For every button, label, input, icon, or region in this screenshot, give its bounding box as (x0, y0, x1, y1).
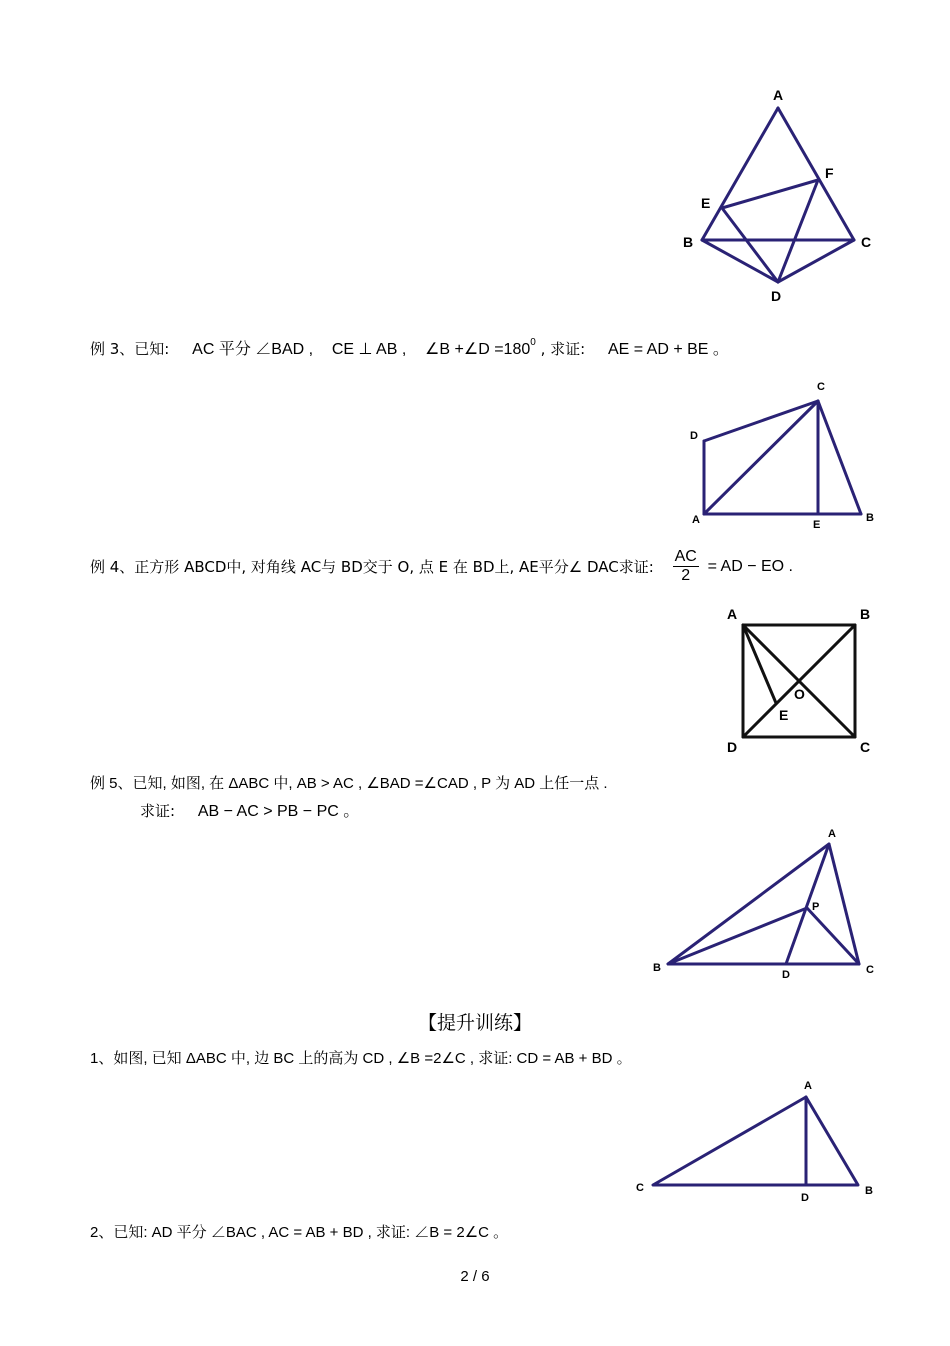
fraction-numerator: AC (674, 548, 697, 565)
label-f: F (825, 165, 834, 181)
label-b: B (683, 234, 694, 250)
label-a: A (828, 828, 836, 840)
ex3-given-2: CE ⊥ AB , (331, 341, 407, 358)
label-e: E (779, 707, 789, 723)
diagonal-ac (704, 401, 818, 514)
label-c: C (866, 964, 874, 976)
degree-mark: 0 (530, 337, 536, 348)
label-o: O (794, 686, 805, 702)
edge-ab (702, 108, 778, 240)
label-d: D (771, 288, 782, 304)
figure-quadrilateral-abcd (680, 375, 890, 535)
p1-text: 1、如图, 已知 ΔABC 中, 边 BC 上的高为 CD , ∠B =2∠C , 求证: CD = AB + BD 。 (90, 1050, 632, 1067)
label-c: C (817, 381, 825, 393)
segment-pb (668, 908, 807, 964)
label-b: B (865, 1185, 873, 1197)
edge-bc (818, 401, 861, 514)
problem-1 (90, 1047, 632, 1068)
label-d: D (801, 1192, 809, 1204)
label-a: A (727, 606, 738, 622)
ex5-prove: AB − AC > PB − PC 。 (197, 803, 360, 820)
segment-ae (743, 625, 776, 703)
example-3 (90, 336, 729, 359)
segment-ad (786, 844, 829, 964)
label-c: C (860, 739, 871, 755)
section-title: 【提升训练】 (417, 1012, 532, 1034)
label-d: D (690, 430, 698, 442)
edge-bd (702, 240, 778, 282)
figure-kite-abcd (670, 80, 890, 310)
ex5-line-1: 例 5、已知, 如图, 在 ΔABC 中, AB > AC , ∠BAD =∠CAD , P 为 AD 上任一点 . (90, 775, 608, 792)
edge-ac (778, 108, 854, 240)
ex4-rest: = AD − EO . (707, 557, 793, 575)
label-b: B (860, 606, 871, 622)
ex4-prefix: 例 4、正方形 ABCD中, 对角线 AC与 BD交于 O, 点 E 在 BD上, AE平分∠ DAC求证: (90, 558, 654, 576)
example-4 (90, 548, 793, 585)
edge-cd (704, 401, 818, 441)
segment-ed (722, 208, 778, 282)
ex3-prove: AE = AD + BE 。 (607, 341, 729, 358)
figure-square-abcd (715, 600, 895, 760)
label-a: A (804, 1080, 812, 1092)
ex5-prove-label: 求证: (140, 802, 176, 820)
problem-2 (90, 1221, 508, 1242)
figure-triangle-abc-altitude (625, 1075, 890, 1210)
label-e: E (813, 519, 821, 531)
p2-text: 2、已知: AD 平分 ∠BAC , AC = AB + BD , 求证: ∠B = 2∠C 。 (90, 1224, 509, 1241)
ex3-given-3: ∠B +∠D =180 (425, 341, 531, 358)
fraction-ac-over-2 (673, 548, 699, 585)
ex3-given-1: AC 平分 ∠BAD , (192, 341, 314, 358)
label-p: P (812, 901, 820, 913)
ex3-prove-label: , 求证: (540, 340, 586, 358)
triangle-abc (653, 1097, 858, 1185)
label-c: C (861, 234, 872, 250)
figure-triangle-abc-p (640, 820, 890, 985)
example-5-line-2 (140, 798, 359, 821)
label-c: C (636, 1182, 644, 1194)
ex3-prefix: 例 3、已知: (90, 340, 170, 358)
fraction-denominator: 2 (681, 567, 691, 584)
label-b: B (866, 512, 874, 524)
page-number: 2 / 6 (460, 1268, 490, 1285)
label-b: B (653, 962, 661, 974)
label-d: D (727, 739, 738, 755)
label-a: A (773, 87, 784, 103)
segment-fd (778, 180, 818, 282)
label-e: E (701, 195, 711, 211)
segment-ef (722, 180, 818, 208)
edge-cd (778, 240, 854, 282)
example-5-line-1 (90, 772, 608, 793)
label-a: A (692, 514, 700, 526)
label-d: D (782, 969, 790, 981)
triangle-abc (668, 844, 859, 964)
